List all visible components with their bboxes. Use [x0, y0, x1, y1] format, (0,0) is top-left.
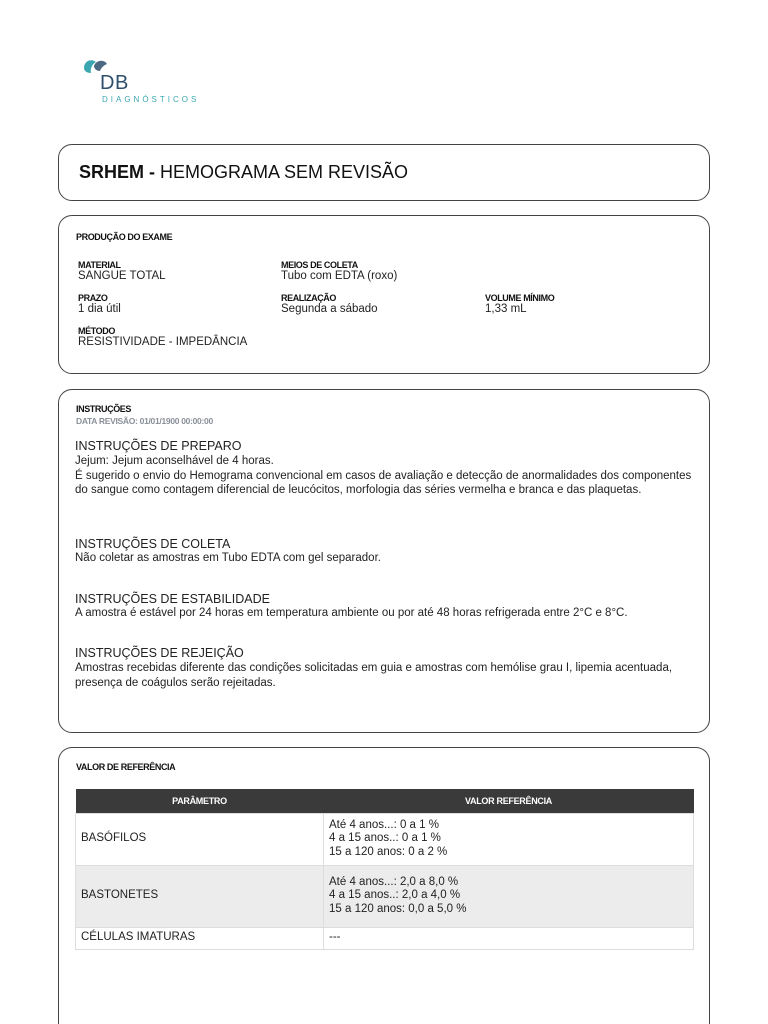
production-heading: PRODUÇÃO DO EXAME: [76, 232, 173, 242]
deadline-value: 1 dia útil: [78, 303, 121, 315]
coleta-text: Não coletar as amostras em Tubo EDTA com gel separador.: [75, 552, 381, 564]
logo-brand: DB: [100, 72, 129, 94]
deadline-label: PRAZO: [78, 293, 108, 303]
material-label: MATERIAL: [78, 260, 121, 270]
estabilidade-text: A amostra é estável por 24 horas em temperatura ambiente ou por até 48 horas refrigerada entre 2°C e 8°C.: [75, 607, 628, 619]
reference-card: [58, 747, 710, 1024]
method-value: RESISTIVIDADE - IMPEDÂNCIA: [78, 336, 248, 348]
collection-label: MEIOS DE COLETA: [281, 260, 358, 270]
schedule-value: Segunda a sábado: [281, 303, 378, 315]
logo-subtitle: DIAGNÓSTICOS: [102, 95, 200, 104]
preparo-text: Jejum: Jejum aconselhável de 4 horas. É sugerido o envio do Hemograma convencional em casos de avaliação e detecção de anormalidades dos componentes do sangue como contagem diferencial de leucócitos, morfologia das séries vermelha e branca e das plaquetas.: [75, 455, 692, 496]
db-diagnosticos-logo: [82, 56, 222, 106]
reference-value-cell: Até 4 anos...: 2,0 a 8,0 % 4 a 15 anos..: 2,0 a 4,0 % 15 a 120 anos: 0,0 a 5,0 %: [324, 865, 694, 927]
column-header-reference-value: VALOR REFERÊNCIA: [324, 789, 694, 813]
collection-value: Tubo com EDTA (roxo): [281, 270, 398, 282]
reference-heading: VALOR DE REFERÊNCIA: [76, 762, 176, 772]
table-row: [76, 813, 694, 865]
volume-value: 1,33 mL: [485, 303, 527, 315]
instructions-card: [58, 389, 710, 733]
parameter-cell: BASÓFILOS: [76, 813, 324, 865]
instructions-heading: INSTRUÇÕES: [76, 404, 132, 414]
production-card: [58, 215, 710, 374]
parameter-cell: BASTONETES: [76, 865, 324, 927]
schedule-label: REALIZAÇÃO: [281, 293, 336, 303]
coleta-title: INSTRUÇÕES DE COLETA: [75, 537, 231, 551]
reference-value-cell: Até 4 anos...: 0 a 1 % 4 a 15 anos..: 0 a 1 % 15 a 120 anos: 0 a 2 %: [324, 813, 694, 865]
exam-name: HEMOGRAMA SEM REVISÃO: [160, 162, 409, 182]
material-value: SANGUE TOTAL: [78, 270, 166, 282]
estabilidade-title: INSTRUÇÕES DE ESTABILIDADE: [75, 592, 270, 606]
reference-table: [75, 789, 694, 950]
table-header-row: [76, 789, 694, 813]
preparo-title: INSTRUÇÕES DE PREPARO: [75, 439, 242, 453]
volume-label: VOLUME MÍNIMO: [485, 293, 555, 303]
revision-date: DATA REVISÃO: 01/01/1900 00:00:00: [76, 416, 213, 426]
exam-code: SRHEM -: [79, 162, 155, 182]
table-row: [76, 927, 694, 949]
parameter-cell: CÉLULAS IMATURAS: [76, 927, 324, 949]
exam-title: [79, 162, 408, 183]
reference-value-cell: ---: [324, 927, 694, 949]
table-row: [76, 865, 694, 927]
rejeicao-title: INSTRUÇÕES DE REJEIÇÃO: [75, 646, 244, 660]
rejeicao-text: Amostras recebidas diferente das condições solicitadas em guia e amostras com hemólise grau I, lipemia acentuada, presença de coágulos serão rejeitadas.: [75, 662, 673, 689]
exam-title-card: [58, 144, 710, 201]
column-header-parameter: PARÂMETRO: [76, 789, 324, 813]
method-label: MÉTODO: [78, 326, 115, 336]
